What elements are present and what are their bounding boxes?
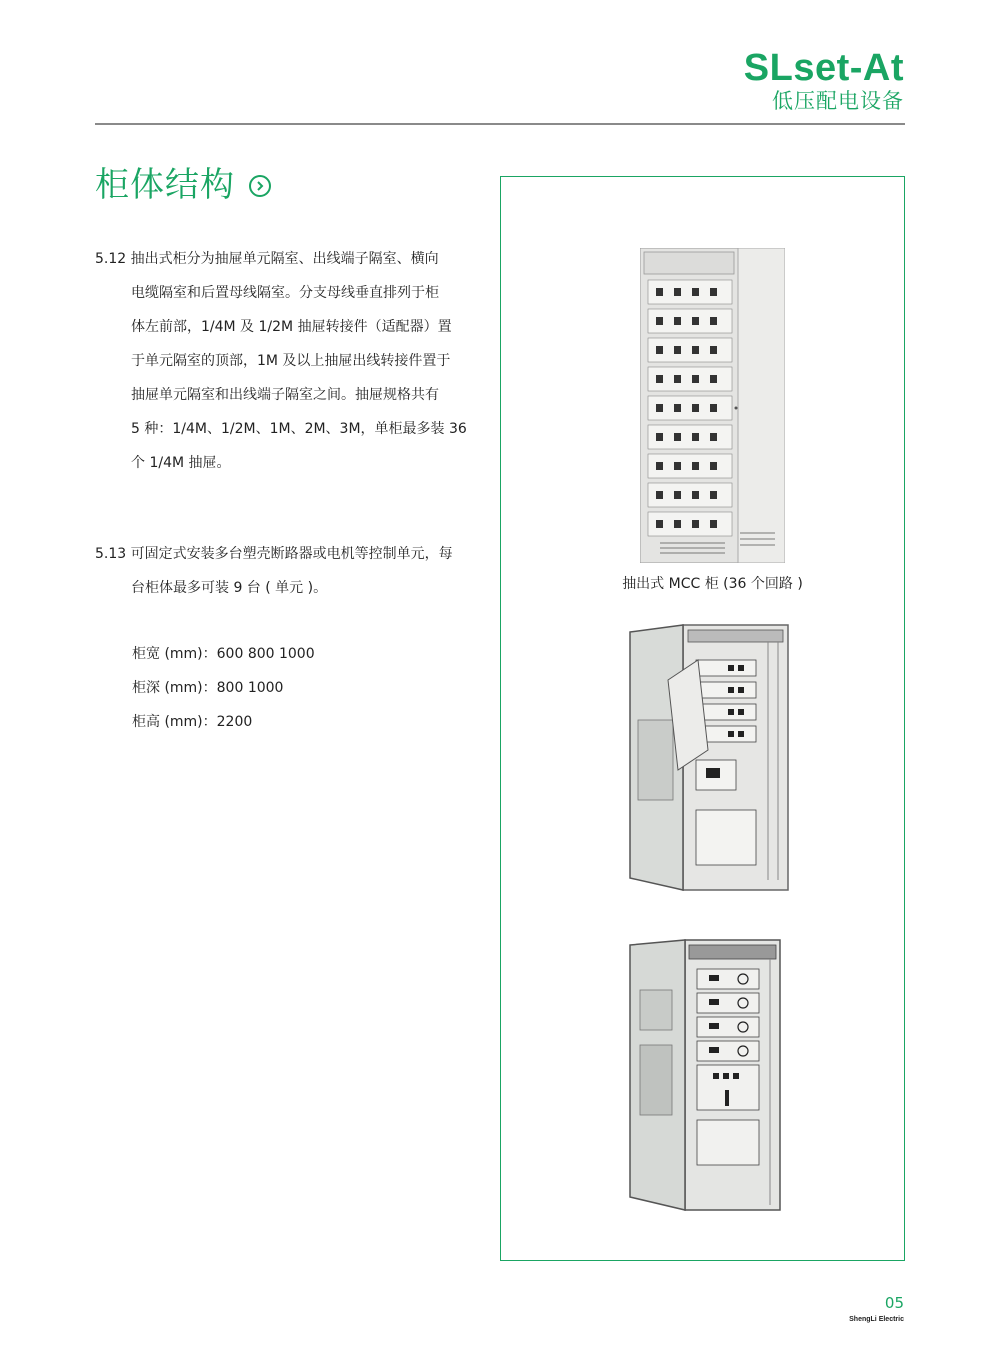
footer-company: ShengLi Electric bbox=[849, 1316, 904, 1323]
photo-caption: 抽出式 MCC 柜 (36 个回路 ) bbox=[622, 576, 803, 592]
paragraph-5-12 bbox=[95, 242, 485, 480]
spec-depth: 柜深 (mm)：800 1000 bbox=[132, 680, 284, 696]
mcc-cabinet-photo bbox=[640, 248, 785, 563]
fixed-cabinet-photo bbox=[625, 935, 785, 1215]
paragraph-line: 于单元隔室的顶部，1M 及以上抽屉出线转接件置于 bbox=[131, 353, 451, 369]
page-number: 05 bbox=[884, 1294, 904, 1312]
section-title: 柜体结构 bbox=[95, 165, 235, 205]
paragraph-line: 5.12 抽出式柜分为抽屉单元隔室、出线端子隔室、横向 bbox=[95, 251, 439, 267]
brand-title: SLset-At bbox=[743, 47, 904, 89]
paragraph-line: 体左前部，1/4M 及 1/2M 抽屉转接件（适配器）置 bbox=[131, 319, 452, 335]
paragraph-line: 个 1/4M 抽屉。 bbox=[131, 455, 231, 471]
paragraph-line: 5.13 可固定式安装多台塑壳断路器或电机等控制单元，每 bbox=[95, 546, 453, 562]
brand-block bbox=[744, 48, 904, 114]
paragraph-line: 台柜体最多可装 9 台 ( 单元 )。 bbox=[131, 580, 328, 596]
open-cabinet-photo bbox=[628, 620, 790, 895]
spec-list bbox=[132, 640, 315, 742]
brand-subtitle: 低压配电设备 bbox=[772, 89, 904, 113]
paragraph-5-13 bbox=[95, 537, 485, 605]
paragraph-line: 电缆隔室和后置母线隔室。分支母线垂直排列于柜 bbox=[131, 285, 439, 301]
paragraph-line: 抽屉单元隔室和出线端子隔室之间。抽屉规格共有 bbox=[131, 387, 439, 403]
spec-height: 柜高 (mm)：2200 bbox=[132, 714, 253, 730]
paragraph-line: 5 种：1/4M、1/2M、1M、2M、3M，单柜最多装 36 bbox=[131, 421, 467, 437]
spec-width: 柜宽 (mm)：600 800 1000 bbox=[132, 646, 315, 662]
chevron-right-circle-icon bbox=[249, 175, 271, 197]
header-divider bbox=[95, 123, 905, 125]
